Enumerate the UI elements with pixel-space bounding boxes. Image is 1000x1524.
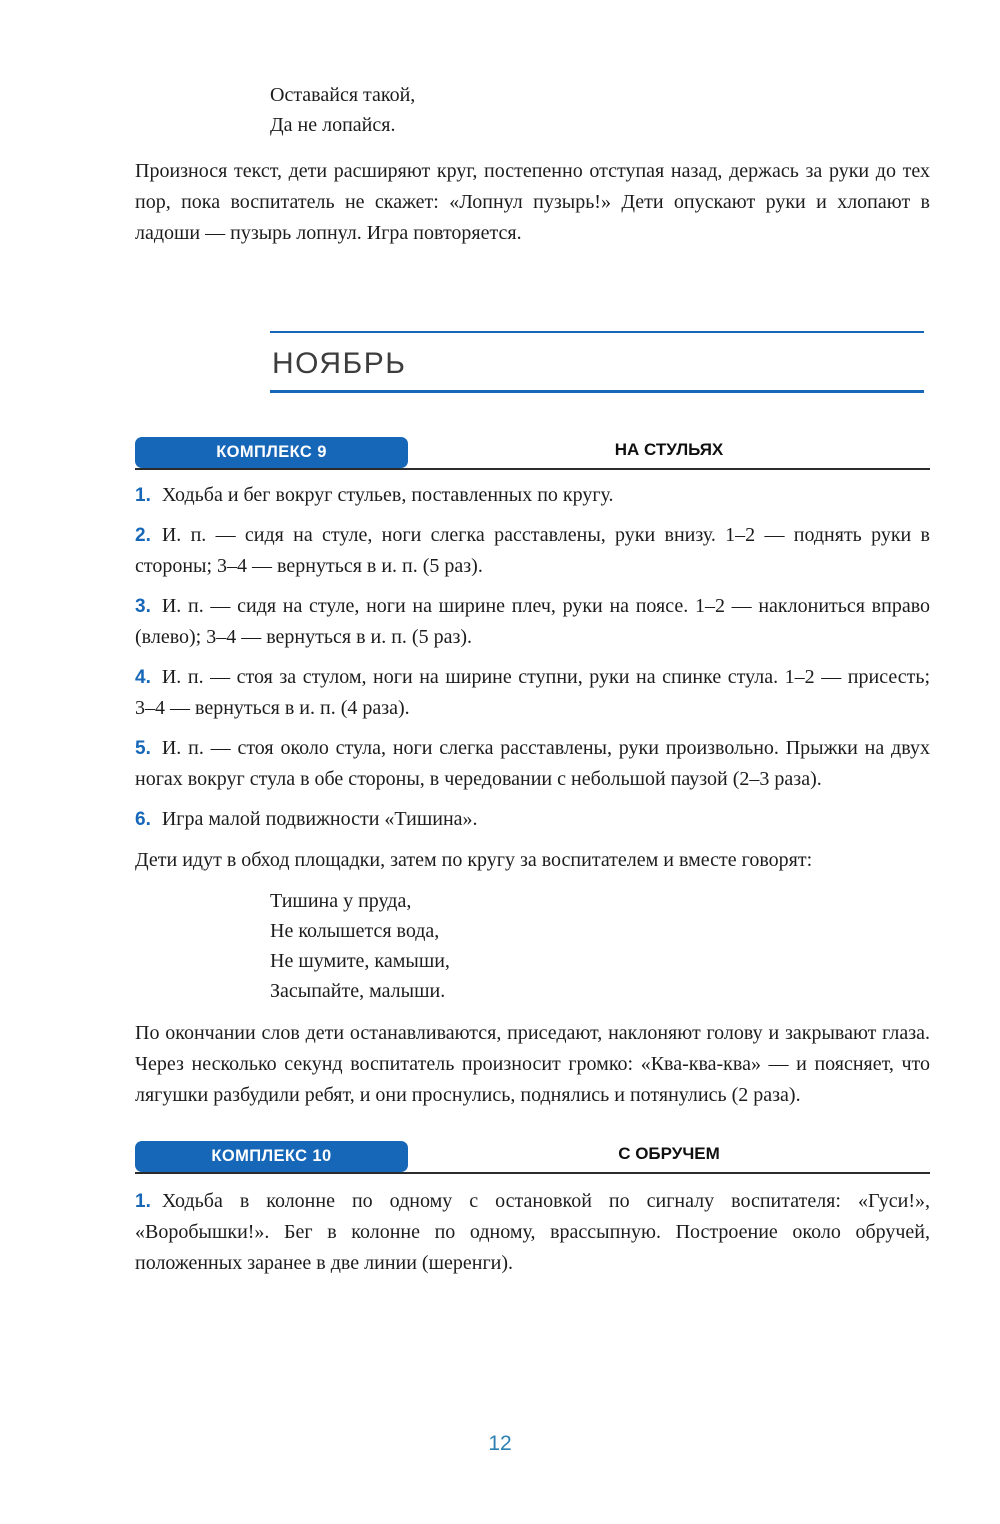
list-item [135, 520, 930, 582]
intro-paragraph: Произнося текст, дети расширяют круг, постепенно отступая назад, держась за руки до тех пор, пока воспитатель не скажет: «Лопнул пузырь!» Дети опускают руки и хлопают в ладоши — пузырь лопнул. Игра повторяется. [135, 160, 930, 244]
item-number: 6. [135, 809, 151, 830]
complex9-badge: КОМПЛЕКС 9 [135, 437, 408, 468]
verse-line: Не шумите, камыши, [270, 950, 450, 972]
list-item [135, 733, 930, 795]
list-item [135, 480, 930, 511]
item-text: И. п. — сидя на стуле, ноги на ширине плеч, руки на поясе. 1–2 — наклониться вправо (влево); 3–4 — вернуться в и. п. (5 раз). [135, 595, 930, 648]
item-text: И. п. — стоя за стулом, ноги на ширине ступни, руки на спинке стула. 1–2 — присесть; 3–4 — вернуться в и. п. (4 раза). [135, 666, 930, 719]
complex9-closing: По окончании слов дети останавливаются, приседают, наклоняют голову и закрывают глаза. Через несколько секунд воспитатель произносит громко: «Ква-ква-ква» — и поясняет, что лягушки разбудили ребят, и они проснулись, поднялись и потянулись (2 раза). [135, 1022, 930, 1106]
verse-line: Засыпайте, малыши. [270, 980, 446, 1002]
item-text: И. п. — стоя около стула, ноги слегка расставлены, руки произвольно. Прыжки на двух ногах вокруг стула в обе стороны, в чередовании с небольшой паузой (2–3 раза). [135, 737, 930, 790]
complex10-header [135, 1141, 930, 1174]
complex9-note: Дети идут в обход площадки, затем по кругу за воспитателем и вместе говорят: [135, 849, 813, 871]
complex10-title: С ОБРУЧЕМ [618, 1144, 720, 1163]
verse-line: Не колышется вода, [270, 920, 440, 942]
complex9-title: НА СТУЛЬЯХ [614, 440, 724, 459]
item-number: 4. [135, 667, 151, 688]
item-number: 2. [135, 525, 151, 546]
verse-line: Оставайся такой, [270, 84, 416, 106]
item-text: Ходьба в колонне по одному с остановкой по сигналу воспитателя: «Гуси!», «Воробышки!». Бег в колонне по одному, врассыпную. Построение около обручей, положенных заранее в две линии (шеренги). [135, 1190, 930, 1274]
complex9-items [135, 480, 930, 835]
item-number: 1. [135, 1191, 151, 1212]
list-item [135, 1186, 930, 1279]
list-item [135, 591, 930, 653]
item-text: И. п. — сидя на стуле, ноги слегка расставлены, руки внизу. 1–2 — поднять руки в стороны; 3–4 — вернуться в и. п. (5 раз). [135, 524, 930, 577]
verse-line: Да не лопайся. [270, 114, 396, 136]
item-number: 5. [135, 738, 151, 759]
verse-line: Тишина у пруда, [270, 890, 412, 912]
month-heading-block [270, 331, 924, 393]
complex9-header [135, 437, 930, 470]
complex10-badge: КОМПЛЕКС 10 [135, 1141, 408, 1172]
item-number: 3. [135, 596, 151, 617]
verse-bubble-ending [270, 80, 930, 140]
item-text: Игра малой подвижности «Тишина». [161, 808, 478, 830]
month-title: НОЯБРЬ [272, 347, 407, 380]
verse-tishina [270, 886, 930, 1006]
list-item [135, 662, 930, 724]
item-text: Ходьба и бег вокруг стульев, поставленных по кругу. [161, 484, 614, 506]
page-number: 12 [488, 1432, 512, 1455]
item-number: 1. [135, 485, 151, 506]
list-item [135, 804, 930, 835]
